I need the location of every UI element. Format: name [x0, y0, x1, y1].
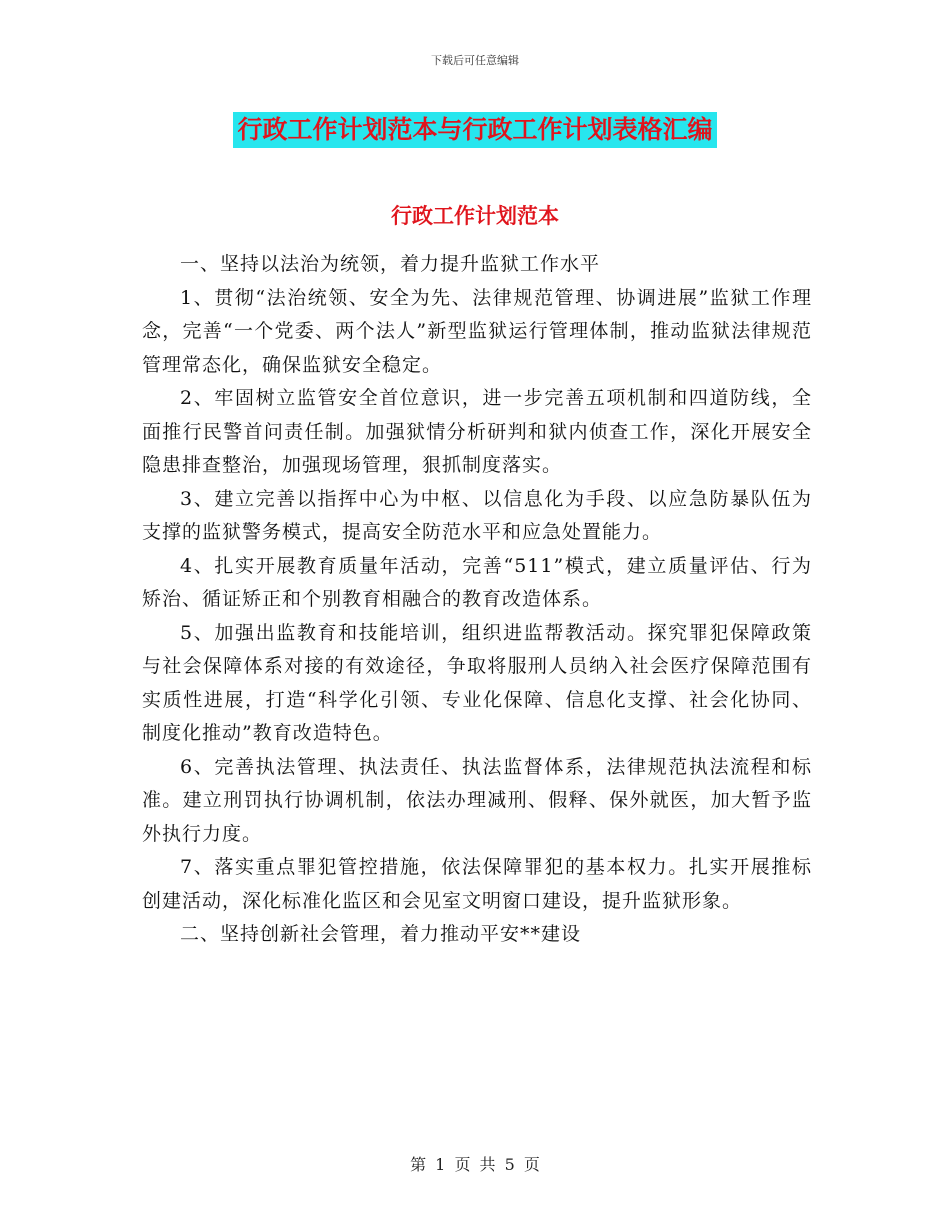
paragraph-1: 1、贯彻“法治统领、安全为先、法律规范管理、协调进展”监狱工作理念，完善“一个党委、两个法人”新型监狱运行管理体制，推动监狱法律规范管理常态化，确保监狱安全稳定。 — [142, 286, 812, 376]
heading-2: 二、坚持创新社会管理，着力推动平安**建设 — [180, 923, 582, 945]
document-title: 行政工作计划范本与行政工作计划表格汇编 — [233, 112, 716, 148]
paragraph-5: 5、加强出监教育和技能培训，组织进监帮教活动。探究罪犯保障政策与社会保障体系对接的有效途径，争取将服刑人员纳入社会医疗保障范围有实质性进展，打造“科学化引领、专业化保障、信息化支撑、社会化协同、制度化推动”教育改造特色。 — [142, 621, 812, 744]
paragraph-7: 7、落实重点罪犯管控措施，依法保障罪犯的基本权力。扎实开展推标创建活动，深化标准化监区和会见室文明窗口建设，提升监狱形象。 — [142, 856, 812, 912]
document-body — [142, 248, 812, 952]
header-note: 下载后可任意编辑 — [431, 54, 519, 67]
page-footer: 第 1 页 共 5 页 — [410, 1155, 540, 1174]
section-title: 行政工作计划范本 — [391, 204, 559, 228]
document-title-wrap — [0, 112, 950, 148]
paragraph-3: 3、建立完善以指挥中心为中枢、以信息化为手段、以应急防暴队伍为支撑的监狱警务模式，提高安全防范水平和应急处置能力。 — [142, 487, 812, 543]
paragraph-4: 4、扎实开展教育质量年活动，完善“511”模式，建立质量评估、行为矫治、循证矫正和个别教育相融合的教育改造体系。 — [142, 554, 812, 610]
heading-1: 一、坚持以法治为统领，着力提升监狱工作水平 — [180, 253, 601, 275]
paragraph-2: 2、牢固树立监管安全首位意识，进一步完善五项机制和四道防线，全面推行民警首问责任制。加强狱情分析研判和狱内侦查工作，深化开展安全隐患排查整治，加强现场管理，狠抓制度落实。 — [142, 387, 812, 476]
paragraph-6: 6、完善执法管理、执法责任、执法监督体系，法律规范执法流程和标准。建立刑罚执行协调机制，依法办理减刑、假释、保外就医，加大暂予监外执行力度。 — [142, 755, 812, 845]
